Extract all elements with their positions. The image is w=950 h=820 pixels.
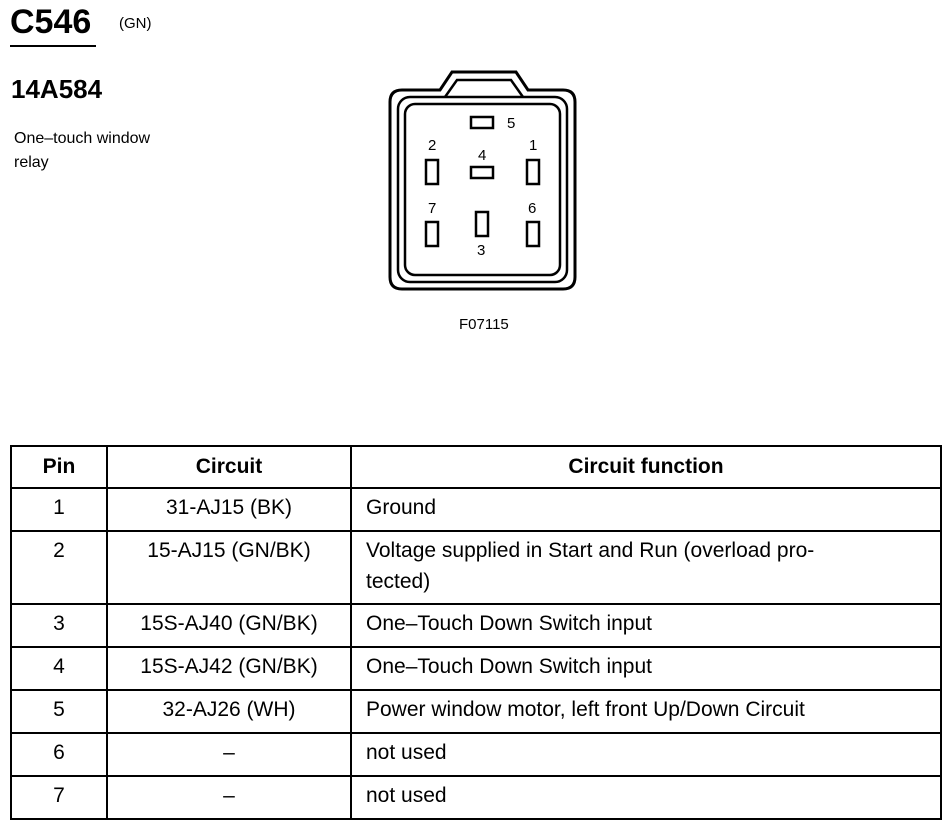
terminal-1 [527,160,539,184]
connector-color: (GN) [119,15,152,32]
circuit-cell: 32-AJ26 (WH) [107,690,351,733]
pin-cell: 1 [11,488,107,531]
terminal-6 [527,222,539,246]
circuit-cell: – [107,776,351,819]
pin-cell: 3 [11,604,107,647]
table-row [11,733,941,776]
function-cell: Power window motor, left front Up/Down Circuit [351,690,941,733]
pin-label-1: 1 [529,137,538,154]
pin-label-3: 3 [477,242,486,259]
function-cell: One–Touch Down Switch input [351,647,941,690]
figure-id: F07115 [459,316,509,333]
function-cell: not used [351,733,941,776]
function-cell [351,531,941,604]
circuit-cell: – [107,733,351,776]
circuit-cell: 15S-AJ40 (GN/BK) [107,604,351,647]
pin-label-6: 6 [528,200,537,217]
table-row [11,776,941,819]
pin-label-4: 4 [478,147,487,164]
terminal-4 [471,167,493,178]
pin-label-2: 2 [428,137,437,154]
circuit-cell: 15S-AJ42 (GN/BK) [107,647,351,690]
table-row [11,531,941,604]
connector-face-diagram [0,0,950,340]
header-circuit-function: Circuit function [351,446,941,488]
pin-cell: 2 [11,531,107,604]
pin-label-7: 7 [428,200,437,217]
table-row [11,647,941,690]
function-cell: Ground [351,488,941,531]
terminal-5 [471,117,493,128]
part-number: 14A584 [11,74,103,104]
table-row [11,604,941,647]
pin-cell: 5 [11,690,107,733]
circuit-cell: 15-AJ15 (GN/BK) [107,531,351,604]
header-circuit: Circuit [107,446,351,488]
pinout-table [10,445,942,820]
circuit-cell: 31-AJ15 (BK) [107,488,351,531]
pin-cell: 4 [11,647,107,690]
function-cell: One–Touch Down Switch input [351,604,941,647]
terminal-2 [426,160,438,184]
table-row [11,690,941,733]
description-line-1: One–touch window [14,130,151,147]
connector-latch [445,80,523,97]
description-line-2: relay [14,154,49,171]
pin-cell: 7 [11,776,107,819]
function-cell: not used [351,776,941,819]
table-header-row [11,446,941,488]
function-line-2: tected) [366,570,431,593]
terminal-7 [426,222,438,246]
pin-label-5: 5 [507,115,516,132]
table-row [11,488,941,531]
pin-cell: 6 [11,733,107,776]
terminal-3 [476,212,488,236]
connector-id: C546 [10,3,92,41]
function-line-1: Voltage supplied in Start and Run (overload pro- [366,539,815,562]
header-pin: Pin [11,446,107,488]
